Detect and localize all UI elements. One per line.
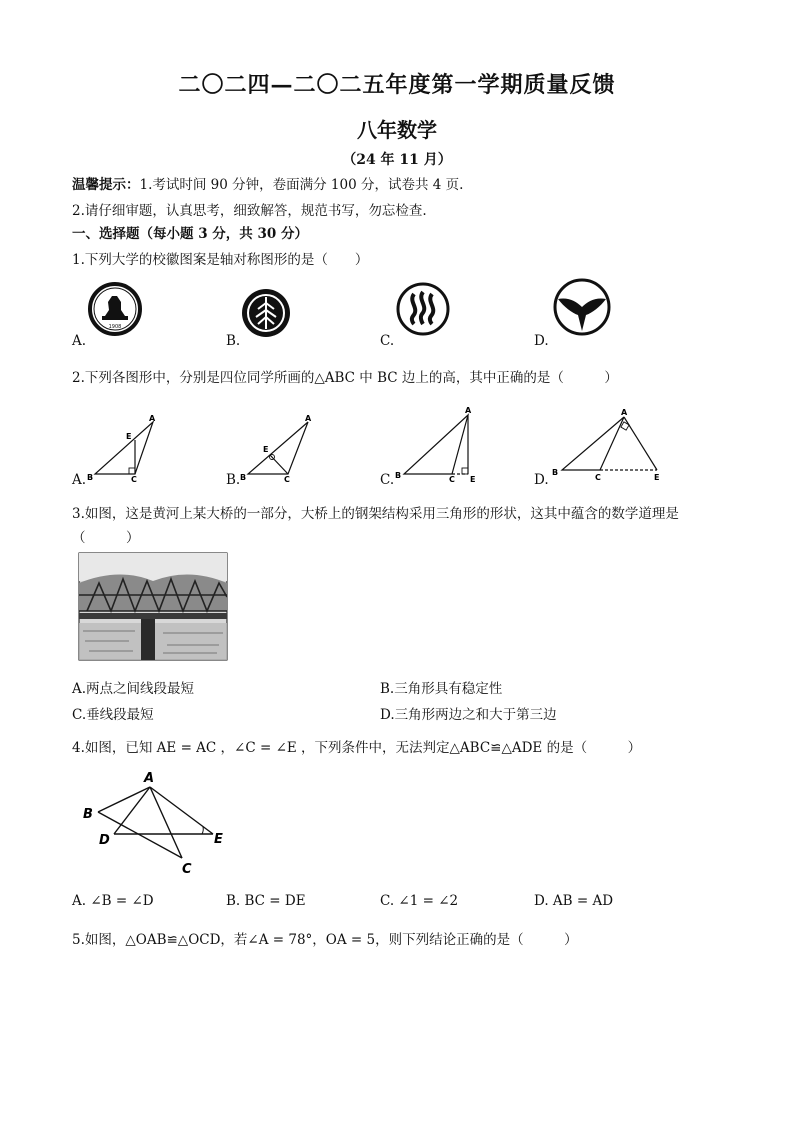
q3-stem-line-2: （ ） <box>72 530 140 546</box>
q1-option-a[interactable]: A. <box>72 333 87 349</box>
q2d-label-e: E <box>654 473 660 482</box>
q2b-label-c: C <box>284 475 290 484</box>
tips-line-1 <box>72 173 463 193</box>
q2-option-c[interactable]: C. <box>380 472 395 488</box>
q3-stem-line-1: 3.如图，这是黄河上某大桥的一部分，大桥上的钢架结构采用三角形的形状，这其中蕴含的数学道理是 <box>72 506 679 522</box>
q4-label-a: A <box>144 771 155 786</box>
q2d-label-c: C <box>595 473 601 482</box>
tips-text-1: 1.考试时间 90 分钟，卷面满分 100 分，试卷共 4 页. <box>139 177 464 193</box>
q2c-label-c: C <box>449 475 455 484</box>
q2-option-d[interactable]: D. <box>534 472 549 488</box>
q4-stem: 4.如图，已知 AE = AC ，∠C = ∠E ，下列条件中，无法判定△ABC≌△ADE 的是（ ） <box>72 740 642 756</box>
q1-badge-year: 1908 <box>108 324 122 330</box>
q1-badge-b <box>240 287 292 339</box>
q1-option-d[interactable]: D. <box>534 333 549 349</box>
q4-option-d[interactable]: D. AB = AD <box>534 893 614 909</box>
q2-figure-b <box>238 412 318 482</box>
q2a-label-c: C <box>131 475 137 484</box>
q1-badge-c <box>396 282 451 337</box>
q1-option-b[interactable]: B. <box>226 333 241 349</box>
q2a-label-a: A <box>149 414 156 423</box>
q2c-label-e: E <box>470 475 476 484</box>
q2d-label-b: B <box>552 468 559 477</box>
q2d-label-a: A <box>621 408 628 417</box>
exam-date: （24 年 11 月） <box>342 152 452 168</box>
section-heading: 一、选择题（每小题 3 分，共 30 分） <box>72 226 308 242</box>
q2-option-b[interactable]: B. <box>226 472 241 488</box>
q4-option-b[interactable]: B. BC = DE <box>226 893 306 909</box>
q2b-label-e: E <box>263 445 269 454</box>
q3-option-c[interactable]: C.垂线段最短 <box>72 707 154 723</box>
q3-option-b[interactable]: B.三角形具有稳定性 <box>380 681 503 697</box>
tips-label: 温馨提示： <box>72 177 140 193</box>
q1-option-c[interactable]: C. <box>380 333 395 349</box>
q2c-label-b: B <box>395 471 402 480</box>
tips-line-2: 2.请仔细审题，认真思考，细致解答，规范书写，勿忘检查. <box>72 203 427 219</box>
q1-badge-a <box>88 282 143 337</box>
q2a-label-e: E <box>126 432 132 441</box>
exam-subject: 八年数学 <box>357 118 437 142</box>
q4-label-b: B <box>83 807 93 822</box>
q2-figure-d <box>552 405 667 483</box>
q4-label-c: C <box>182 862 192 877</box>
q2-figure-c <box>392 405 492 483</box>
q4-figure <box>80 768 230 880</box>
q4-label-e: E <box>214 832 223 847</box>
q1-stem: 1.下列大学的校徽图案是轴对称图形的是（ ） <box>72 252 369 268</box>
q2-figure-a <box>85 412 165 482</box>
q1-badge-d <box>552 277 612 337</box>
q3-bridge-photo <box>79 553 227 660</box>
q2a-label-b: B <box>87 473 94 482</box>
q2b-label-b: B <box>240 473 247 482</box>
q2b-label-a: A <box>305 414 312 423</box>
q3-option-a[interactable]: A.两点之间线段最短 <box>72 681 195 697</box>
q2c-label-a: A <box>465 406 472 415</box>
q4-option-c[interactable]: C. ∠1 = ∠2 <box>380 893 459 909</box>
q3-option-d[interactable]: D.三角形两边之和大于第三边 <box>380 707 557 723</box>
q2-stem: 2.下列各图形中，分别是四位同学所画的△ABC 中 BC 边上的高，其中正确的是（ ） <box>72 370 618 386</box>
q5-stem: 5.如图，△OAB≌△OCD，若∠A = 78°，OA = 5，则下列结论正确的是（ ） <box>72 932 578 948</box>
q4-label-d: D <box>99 833 110 848</box>
exam-title: 二〇二四—二〇二五年度第一学期质量反馈 <box>178 72 616 98</box>
q4-option-a[interactable]: A. ∠B = ∠D <box>72 893 154 909</box>
q2-option-a[interactable]: A. <box>72 472 87 488</box>
